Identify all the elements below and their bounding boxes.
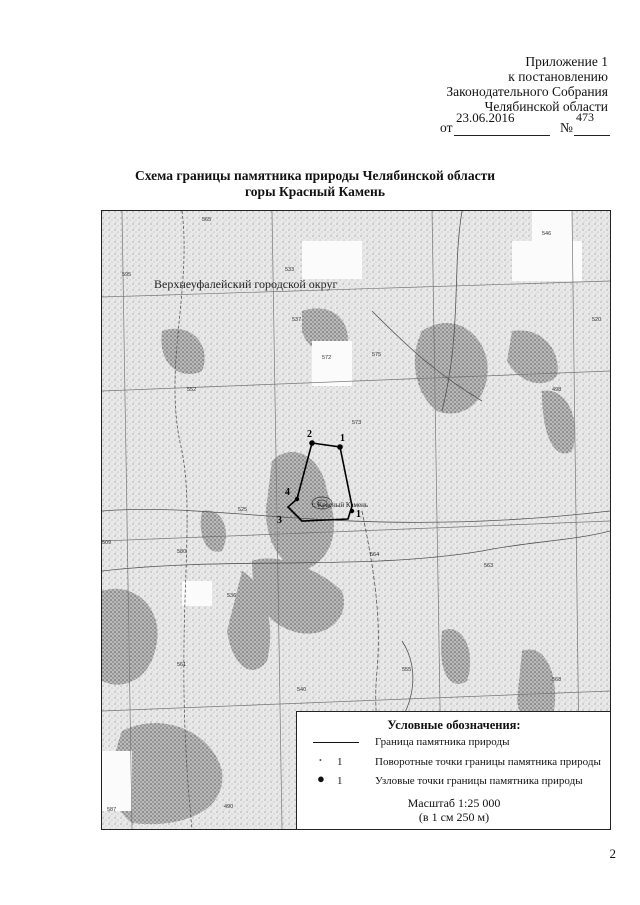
svg-text:498: 498 <box>552 387 562 393</box>
node-point-1 <box>337 444 343 450</box>
appendix-label: Приложение 1 <box>525 54 608 69</box>
svg-text:509: 509 <box>102 540 112 546</box>
svg-text:563: 563 <box>484 563 494 569</box>
point-label-1: 1 <box>340 433 345 444</box>
node-point-2 <box>309 440 315 446</box>
point-label-3: 3 <box>277 515 282 526</box>
svg-text:555: 555 <box>402 667 412 673</box>
svg-text:564: 564 <box>370 552 380 558</box>
legend-node-symbol: 1 <box>337 775 343 787</box>
svg-text:572: 572 <box>322 355 332 361</box>
page-title <box>100 168 530 200</box>
place-name-label: г. Красный Камень <box>312 501 369 509</box>
svg-text:587: 587 <box>107 807 117 813</box>
svg-text:536: 536 <box>227 593 237 599</box>
svg-text:573: 573 <box>352 420 362 426</box>
svg-text:546: 546 <box>542 231 552 237</box>
svg-text:540: 540 <box>297 687 307 693</box>
svg-text:537: 537 <box>292 317 302 323</box>
point-label-1b: 1 <box>356 509 361 520</box>
svg-text:565: 565 <box>202 217 212 223</box>
legend-boundary-text: Граница памятника природы <box>375 736 510 748</box>
svg-text:520: 520 <box>592 317 602 323</box>
point-label-2: 2 <box>307 429 312 440</box>
boundary-line-symbol <box>313 742 359 743</box>
legend-title: Условные обозначения: <box>387 718 521 732</box>
number-label: № <box>560 120 573 135</box>
appendix-header <box>308 54 608 114</box>
resolution-label: к постановлению <box>508 69 608 84</box>
legend-turn-symbol: 1 <box>337 756 343 768</box>
turn-point-1 <box>350 509 354 513</box>
region-label: Челябинской области <box>484 99 608 114</box>
svg-text:525: 525 <box>238 507 248 513</box>
date-value: 23.06.2016 <box>456 110 515 125</box>
svg-text:552: 552 <box>187 387 197 393</box>
legend-turn-text: Поворотные точки границы памятника природы <box>375 756 601 768</box>
assembly-label: Законодательного Собрания <box>446 84 608 99</box>
svg-text:575: 575 <box>372 352 382 358</box>
map-legend <box>296 711 611 830</box>
number-underline <box>574 135 610 136</box>
legend-node-text: Узловые точки границы памятника природы <box>375 775 583 787</box>
svg-text:490: 490 <box>224 804 234 810</box>
page-number: 2 <box>609 846 616 861</box>
svg-text:561: 561 <box>177 662 187 668</box>
svg-text:533: 533 <box>285 267 295 273</box>
legend-scale-2: (в 1 см 250 м) <box>418 810 490 824</box>
topographic-map <box>101 210 611 830</box>
ot-label: от <box>440 120 453 135</box>
svg-text:595: 595 <box>122 272 132 278</box>
svg-text:568: 568 <box>552 677 562 683</box>
point-label-4: 4 <box>285 487 290 498</box>
title-line-2: горы Красный Камень <box>245 184 385 199</box>
node-point-dot-icon: ● <box>317 771 325 786</box>
legend-scale-1: Масштаб 1:25 000 <box>407 796 501 810</box>
svg-text:580: 580 <box>177 549 187 555</box>
region-name-label: Верхнеуфалейский городской округ <box>154 277 338 291</box>
turn-point-4 <box>295 497 299 501</box>
date-underline <box>454 135 550 136</box>
turn-point-dot-icon: • <box>319 756 322 765</box>
date-number-line <box>440 110 610 136</box>
number-value: 473 <box>576 110 594 124</box>
title-line-1: Схема границы памятника природы Челябинской области <box>134 168 496 183</box>
